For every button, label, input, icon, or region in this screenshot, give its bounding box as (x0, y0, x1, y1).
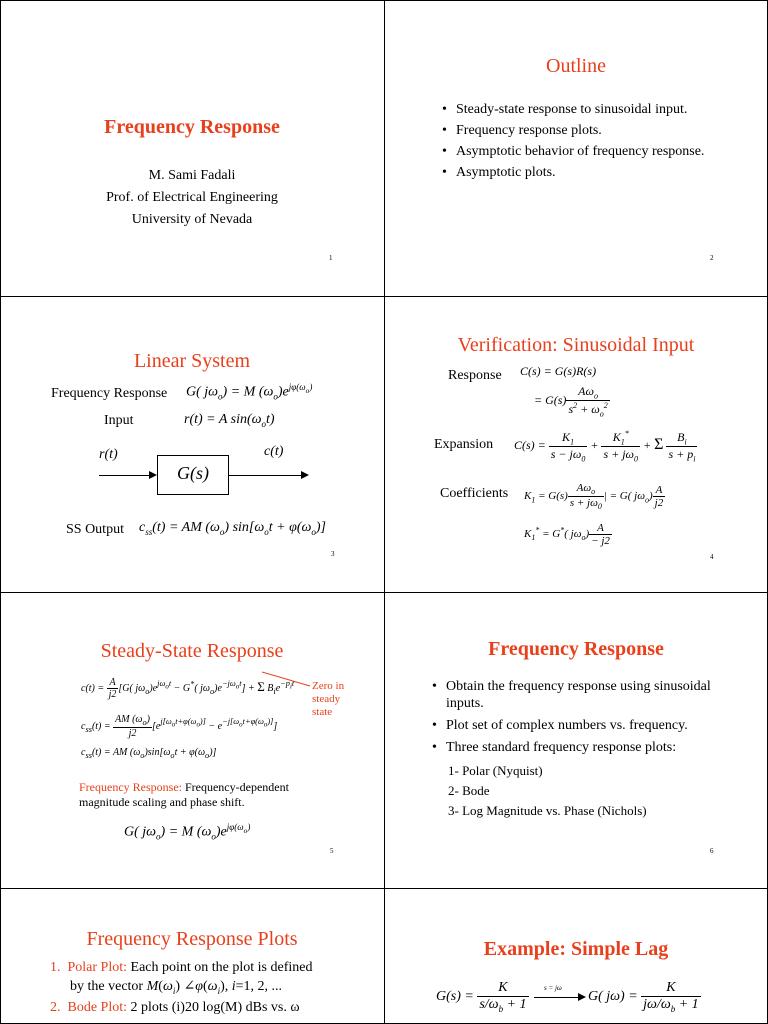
slide-6-title: Frequency Response (488, 638, 664, 660)
outline-item: • Asymptotic behavior of frequency response. (442, 141, 762, 162)
input-equation: r(t) = A $\sin(\omega_ot)$ (184, 412, 275, 429)
slide-1-title: Frequency Response (104, 116, 280, 138)
ss-output-equation: $c_{ss}(t)$ = AM $(\omega_o) \sin[\omega_ot + \varphi(\omega_o)]$ (139, 520, 327, 537)
slide-number: 6 (710, 847, 714, 855)
response-label: Response (448, 368, 502, 383)
fr-bullet: • Plot set of complex numbers vs. frequency. (432, 717, 732, 734)
expansion-equation: C(s) = $\frac{K_1}{s - j\omega_0}$ + $\frac{K_1^*}{s + j\omega_0}$ + Σ $\frac{B_i}{s + p_i}$ (514, 429, 696, 464)
lag-transfer-function: G(s) = $\frac{K}{s/\omega_b + 1}$ (436, 980, 527, 1014)
outline-item: • Frequency response plots. (442, 120, 762, 141)
fr-bullet-list (432, 678, 732, 756)
item-text: Each point on the plot is defined (127, 960, 313, 975)
k1-equation: $K_1 = G(s)$ $\frac{A\omega_o}{s + j\omega_0}$ | = G( $j\omega_o$) $\frac{A}{j2}$ (524, 482, 664, 512)
outline-item: • Asymptotic plots. (442, 162, 762, 183)
plots-item-2 (50, 998, 300, 1017)
note-pointer-line (262, 670, 312, 688)
slide-4-title: Verification: Sinusoidal Input (457, 334, 695, 356)
slide-5-title: Steady-State Response (100, 640, 284, 662)
c-signal-label: c(t) (264, 444, 284, 459)
plot-type-item: 1- Polar (Nyquist) (448, 763, 543, 778)
slide-number: 4 (710, 553, 714, 561)
coefficients-label: Coefficients (440, 486, 509, 501)
slide-5 (0, 592, 384, 888)
zero-in-steady-state-note: Zero in steady state (312, 680, 345, 718)
fr-description-text: Frequency-dependent magnitude scaling and phase shift. (79, 780, 289, 809)
substitution-arrow-line (534, 997, 578, 998)
slide-3 (0, 296, 384, 592)
plots-item-1-continuation: by the vector $M(\omega_i)$ $\angle\varphi(\omega_i)$, i=1, 2, ... (70, 979, 283, 996)
response-equation-2: = G(s) $\frac{A\omega_o}{s^2 + \omega_o^2}$ (534, 384, 608, 419)
substitution-arrow-head (578, 993, 586, 1001)
slide-number: 5 (330, 847, 334, 855)
slide-4 (384, 296, 768, 592)
slide-7 (0, 888, 384, 1024)
slide-3-title: Linear System (133, 350, 251, 372)
author-name: M. Sami Fadali (148, 168, 236, 183)
fr-description-label: Frequency Response: (79, 780, 182, 794)
slide-2 (384, 0, 768, 296)
author-position: Prof. of Electrical Engineering (106, 190, 278, 205)
input-label: Input (104, 413, 134, 428)
input-arrow-head (149, 471, 157, 479)
slide-8 (384, 888, 768, 1024)
slide-number: 1 (329, 254, 333, 262)
item-text: 2 plots (i)20 log(M) dBs vs. ω (127, 1000, 300, 1015)
lag-frequency-response: G( jω) = $\frac{K}{j\omega/\omega_b + 1}$ (588, 980, 699, 1014)
output-arrow-line (228, 475, 301, 476)
slide-1 (0, 0, 384, 296)
outline-list (442, 99, 762, 183)
output-arrow-head (301, 471, 309, 479)
fr-bullet: • Obtain the frequency response using sinusoidal inputs. (432, 678, 732, 712)
item-label: Polar Plot: (67, 960, 128, 975)
slide-2-title: Outline (546, 55, 606, 77)
system-block-label: G(s) (177, 463, 209, 483)
slide-8-title: Example: Simple Lag (483, 938, 669, 960)
fr-description (79, 780, 339, 810)
input-arrow-line (99, 475, 149, 476)
response-equation: C(s) = G(s)R(s) (520, 364, 597, 378)
plot-type-item: 2- Bode (448, 783, 490, 798)
ct-equation: c(t) = $\frac{A}{j2}$ [G( $j\omega_o)e^{j\omega_ot} - G^*$( $j\omega_o)e^{-j\omega_ot}] + \Sigma$ $B_ie^{-p_it}$ (81, 677, 295, 700)
ss-output-label: SS Output (66, 522, 124, 537)
plot-type-item: 3- Log Magnitude vs. Phase (Nichols) (448, 803, 647, 818)
slide-number: 3 (331, 550, 335, 558)
item-label: Bode Plot: (67, 1000, 128, 1015)
substitution-label: s = jω (544, 984, 562, 992)
css-equation-1: $c_{ss}(t)$ = $\frac{AM (\omega_o)}{j2}$ $[e^{j[\omega_ot+\varphi(\omega_o)]} - e^{-j[\omega_ot+\varphi(\omega_o)]}]$ (81, 714, 278, 739)
outline-item: • Steady-state response to sinusoidal input. (442, 99, 762, 120)
fr-bullet: • Three standard frequency response plots: (432, 739, 732, 756)
slide-6 (384, 592, 768, 888)
expansion-label: Expansion (434, 437, 494, 452)
fr-label: Frequency Response (51, 386, 168, 401)
item-number: 1. (50, 960, 61, 975)
plots-item-1 (50, 958, 312, 977)
slide-7-title: Frequency Response Plots (86, 928, 298, 950)
css-equation-2: $c_{ss}(t)$ = AM $(\omega_o)\sin[\omega_ot + \varphi(\omega_o)]$ (81, 747, 217, 760)
slide-number: 2 (710, 254, 714, 262)
item-number: 2. (50, 1000, 61, 1015)
fr-equation-2: G( $j\omega_o) = M$ $(\omega_o)e^{j\varphi(\omega_o)}$ (124, 822, 251, 842)
k1-conj-equation: $K_1^* = G^*$( $j\omega_o$) $\frac{A}{- j2}$ (524, 522, 610, 547)
fr-equation: G( $j\omega_o) = M$ $(\omega_o)e^{j\varphi(\omega_o)}$ (186, 382, 313, 402)
author-institution: University of Nevada (131, 212, 253, 227)
r-signal-label: r(t) (99, 447, 118, 462)
